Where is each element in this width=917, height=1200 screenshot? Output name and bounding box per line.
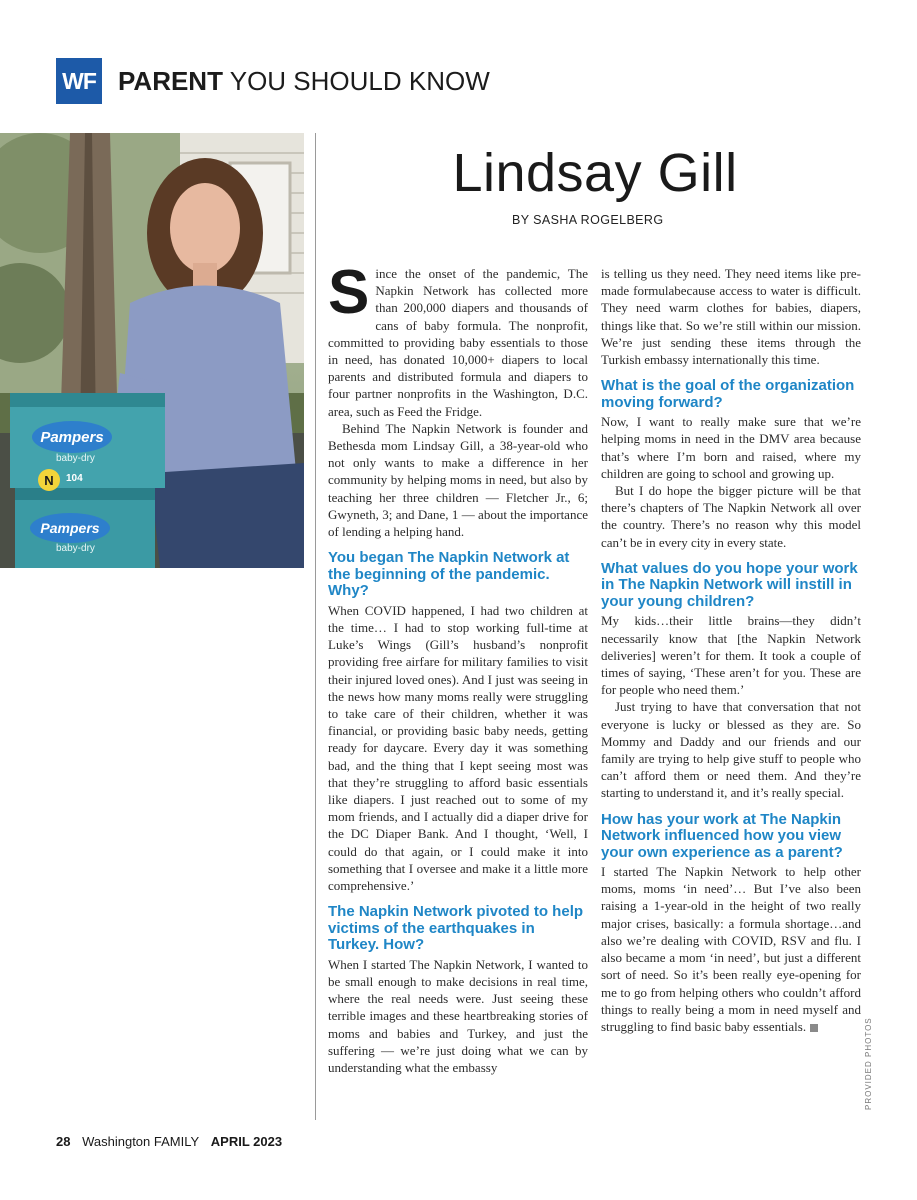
magazine-name: Washington FAMILY bbox=[82, 1134, 200, 1149]
diaper-box-bottom-sub: baby-dry bbox=[56, 543, 95, 554]
issue-date: APRIL 2023 bbox=[210, 1134, 283, 1149]
answer-paragraph: My kids…their little brains—they didn’t necessarily know that [the Napkin Network deliveries] weren’t for them. It took a couple of times of saying, ‘These aren’t for you. These are for people who need them.’ bbox=[601, 613, 861, 698]
answer-paragraph: Now, I want to really make sure that we’re helping moms in need in the DMV area because that’s where I’m born and raised, where my children are going to school and growing up. bbox=[601, 414, 861, 481]
column-divider bbox=[315, 133, 316, 1120]
diaper-box-size-badge: N bbox=[38, 469, 60, 491]
article-column-2 bbox=[601, 265, 861, 1035]
article-column-1 bbox=[328, 258, 588, 1076]
question-heading: What is the goal of the organization moving forward? bbox=[601, 377, 855, 411]
page-number: 28 bbox=[56, 1134, 71, 1149]
magazine-logo: WF bbox=[56, 58, 102, 104]
question-heading: The Napkin Network pivoted to help victims of the earthquakes in Turkey. How? bbox=[328, 903, 584, 954]
diaper-box-bottom-brand: Pampers bbox=[30, 513, 110, 543]
article-title: Lindsay Gill bbox=[452, 143, 738, 203]
question-heading: How has your work at The Napkin Network influenced how you view your own experience as a parent? bbox=[601, 810, 843, 861]
diaper-box-top-brand: Pampers bbox=[32, 421, 112, 453]
intro-text: ince the onset of the pandemic, The Napkin Network has collected more than 200,000 diapers and thousands of cans of baby formula. The nonprofit, committed to providing baby essentials to those in need, has donated 10,000+ diapers to local parents and distributed formula and diapers to four partner nonprofits in the Washington, D.C. area, such as Feed the Fridge. bbox=[328, 266, 588, 419]
section-title bbox=[118, 66, 490, 97]
page-footer bbox=[56, 1134, 282, 1149]
question-heading: You began The Napkin Network at the beginning of the pandemic. Why? bbox=[328, 549, 570, 600]
question-heading: What values do you hope your work in The Napkin Network will instill in your young children? bbox=[601, 559, 858, 610]
answer-paragraph bbox=[601, 863, 861, 1035]
answer-paragraph: When COVID happened, I had two children at the time… I had to stop working full-time at Luke’s Wings (Gill’s husband’s nonprofit providing free airfare for military families to visit their injured loved ones). And I just was seeing in the news how many moms really were struggling to take care of their children, whether it was financial, or providing basic baby needs, getting ready for daycare. Every day it was something bad, and the thing that I kept seeing most was that they’re struggling to afford basic essentials like diapers. I just reached out to some of my mom friends, and I actually did a diaper drive for the DC Diaper Bank. And I thought, ‘Well, I could do that again, or I could make it into something that I oversee and make it a little more comprehensive.’ bbox=[328, 602, 588, 893]
intro-paragraph bbox=[328, 258, 588, 420]
diaper-box-count: 104 bbox=[66, 473, 83, 484]
drop-cap: S bbox=[328, 258, 370, 327]
diaper-box-top-sub: baby-dry bbox=[56, 453, 95, 464]
byline: BY SASHA ROGELBERG bbox=[512, 213, 664, 227]
final-answer-text: I started The Napkin Network to help other moms, moms ‘in need’… But I’ve also been raising a 1-year-old in the height of two really major crises, basically: a formula shortage…and also we’re dealing with COVID, RSV and flu. I also became a mom ‘in need’, but just a different sort of need. So it’s been really eye-opening for me to go from helping others who couldn’t afford things to really being a mom in need myself and struggling to find basic baby essentials. bbox=[601, 864, 861, 1034]
section-title-bold: PARENT bbox=[118, 66, 223, 96]
photo-illustration bbox=[0, 133, 304, 568]
feature-photo bbox=[0, 133, 304, 568]
answer-paragraph: But I do hope the bigger picture will be that there’s chapters of The Napkin Network all over the country. There’s no reason why this model can’t be in every city in every state. bbox=[601, 483, 861, 550]
end-mark-icon bbox=[810, 1024, 818, 1032]
photo-credit: PROVIDED PHOTOS bbox=[864, 1017, 873, 1110]
paragraph-continued: is telling us they need. They need items like pre-made formulabecause access to water is difficult. They need warm clothes for babies, diapers, things like that. So we’re still within our mission. We’re just sending these items through the Turkish embassy internationally this time. bbox=[601, 266, 861, 368]
answer-paragraph: When I started The Napkin Network, I wanted to be small enough to make decisions in real time, where the real needs were. Just seeing these terrible images and these heartbreaking stories of moms and babies and Turkey, and just the suffering — we’re just doing what we can by understanding what the embassy bbox=[328, 956, 588, 1075]
paragraph: Behind The Napkin Network is founder and Bethesda mom Lindsay Gill, a 38-year-old who not only wants to make a difference in her community by helping moms in need, but also by teaching her three children — Fletcher Jr., 6; Gwyneth, 3; and Dane, 1 — about the importance of lending a helping hand. bbox=[328, 420, 588, 540]
section-title-rest: YOU SHOULD KNOW bbox=[229, 66, 490, 96]
answer-paragraph: Just trying to have that conversation that not everyone is lucky or blessed as they are. So Mommy and Daddy and our friends and our family are trying to help give stuff to people who can’t afford them or need them. And they’re starting to understand it, and it’s really special. bbox=[601, 699, 861, 801]
